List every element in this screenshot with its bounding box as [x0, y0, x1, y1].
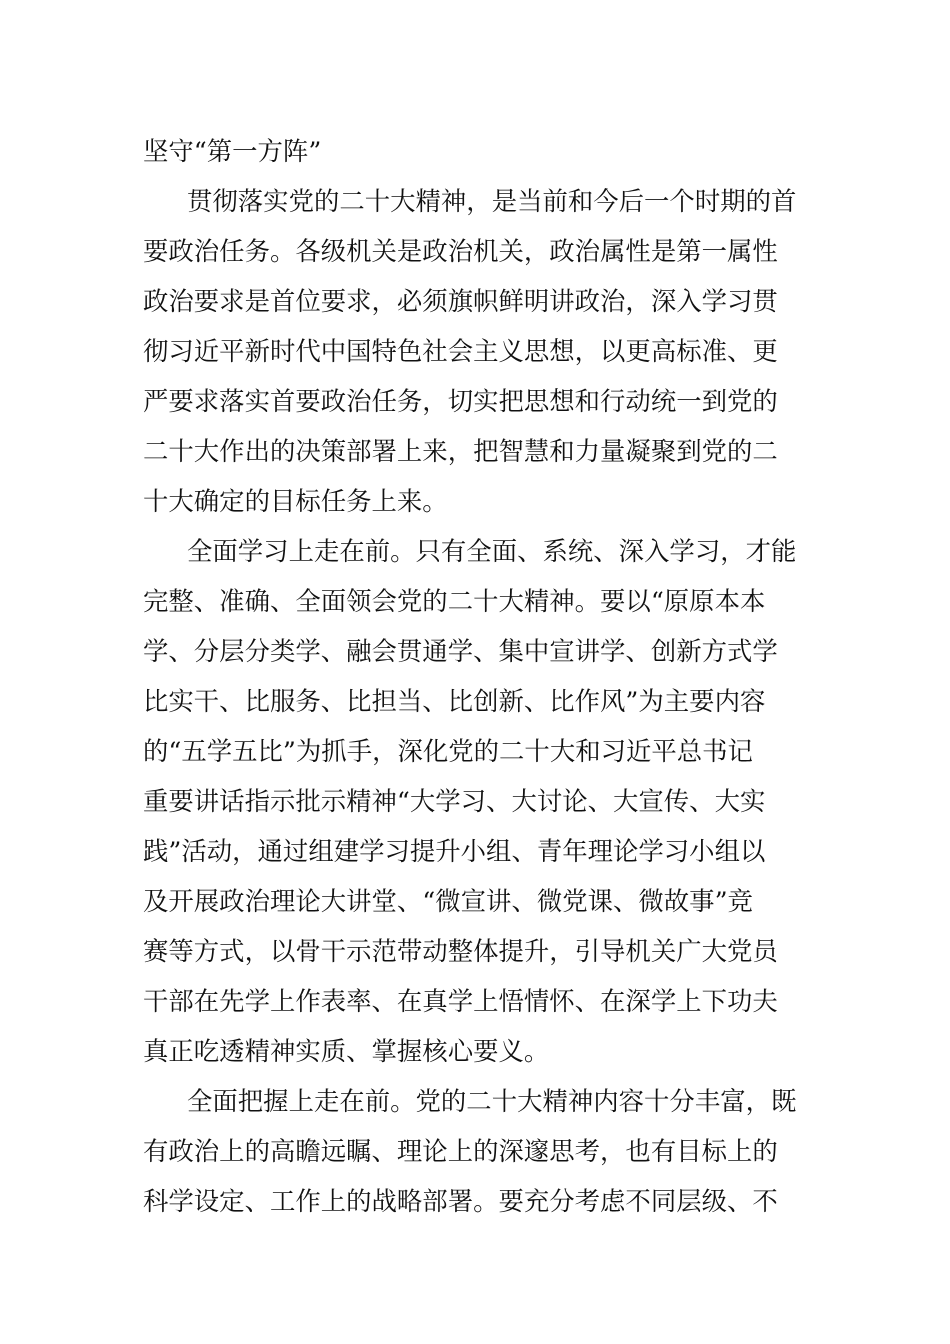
- paragraph-1-line-7: 十大确定的目标任务上来。: [143, 486, 448, 516]
- paragraph-2-line-9: 赛等方式，以骨干示范带动整体提升，引导机关广大党员: [143, 936, 778, 966]
- paragraph-3-line-3: 科学设定、工作上的战略部署。要充分考虑不同层级、不: [143, 1186, 778, 1216]
- paragraph-2-line-3: 学、分层分类学、融会贯通学、集中宣讲学、创新方式学: [143, 636, 778, 666]
- paragraph-1-line-4: 彻习近平新时代中国特色社会主义思想，以更高标准、更: [143, 336, 778, 366]
- document-body: [143, 126, 813, 1226]
- paragraph-1-line-3: 政治要求是首位要求，必须旗帜鲜明讲政治，深入学习贯: [143, 286, 778, 316]
- paragraph-1-line-6: 二十大作出的决策部署上来，把智慧和力量凝聚到党的二: [143, 436, 778, 466]
- paragraph-2-line-1: 全面学习上走在前。只有全面、系统、深入学习，才能: [187, 536, 797, 566]
- paragraph-2-line-7: 践”活动，通过组建学习提升小组、青年理论学习小组以: [143, 836, 766, 866]
- paragraph-2-line-11: 真正吃透精神实质、掌握核心要义。: [143, 1036, 550, 1066]
- heading-line: 坚守“第一方阵”: [143, 136, 322, 166]
- paragraph-2-line-5: 的“五学五比”为抓手，深化党的二十大和习近平总书记: [143, 736, 753, 766]
- paragraph-1-line-1: 贯彻落实党的二十大精神，是当前和今后一个时期的首: [187, 186, 797, 216]
- paragraph-2-line-10: 干部在先学上作表率、在真学上悟情怀、在深学上下功夫: [143, 986, 778, 1016]
- paragraph-2-line-4: 比实干、比服务、比担当、比创新、比作风”为主要内容: [143, 686, 766, 716]
- paragraph-3-line-1: 全面把握上走在前。党的二十大精神内容十分丰富，既: [187, 1086, 797, 1116]
- paragraph-1-line-2: 要政治任务。各级机关是政治机关，政治属性是第一属性: [143, 236, 778, 266]
- paragraph-2-line-6: 重要讲话指示批示精神“大学习、大讨论、大宣传、大实: [143, 786, 766, 816]
- paragraph-2-line-2: 完整、准确、全面领会党的二十大精神。要以“原原本本: [143, 586, 766, 616]
- paragraph-2-line-8: 及开展政治理论大讲堂、“微宣讲、微党课、微故事”竞: [143, 886, 753, 916]
- paragraph-1-line-5: 严要求落实首要政治任务，切实把思想和行动统一到党的: [143, 386, 778, 416]
- paragraph-3-line-2: 有政治上的高瞻远瞩、理论上的深邃思考，也有目标上的: [143, 1136, 778, 1166]
